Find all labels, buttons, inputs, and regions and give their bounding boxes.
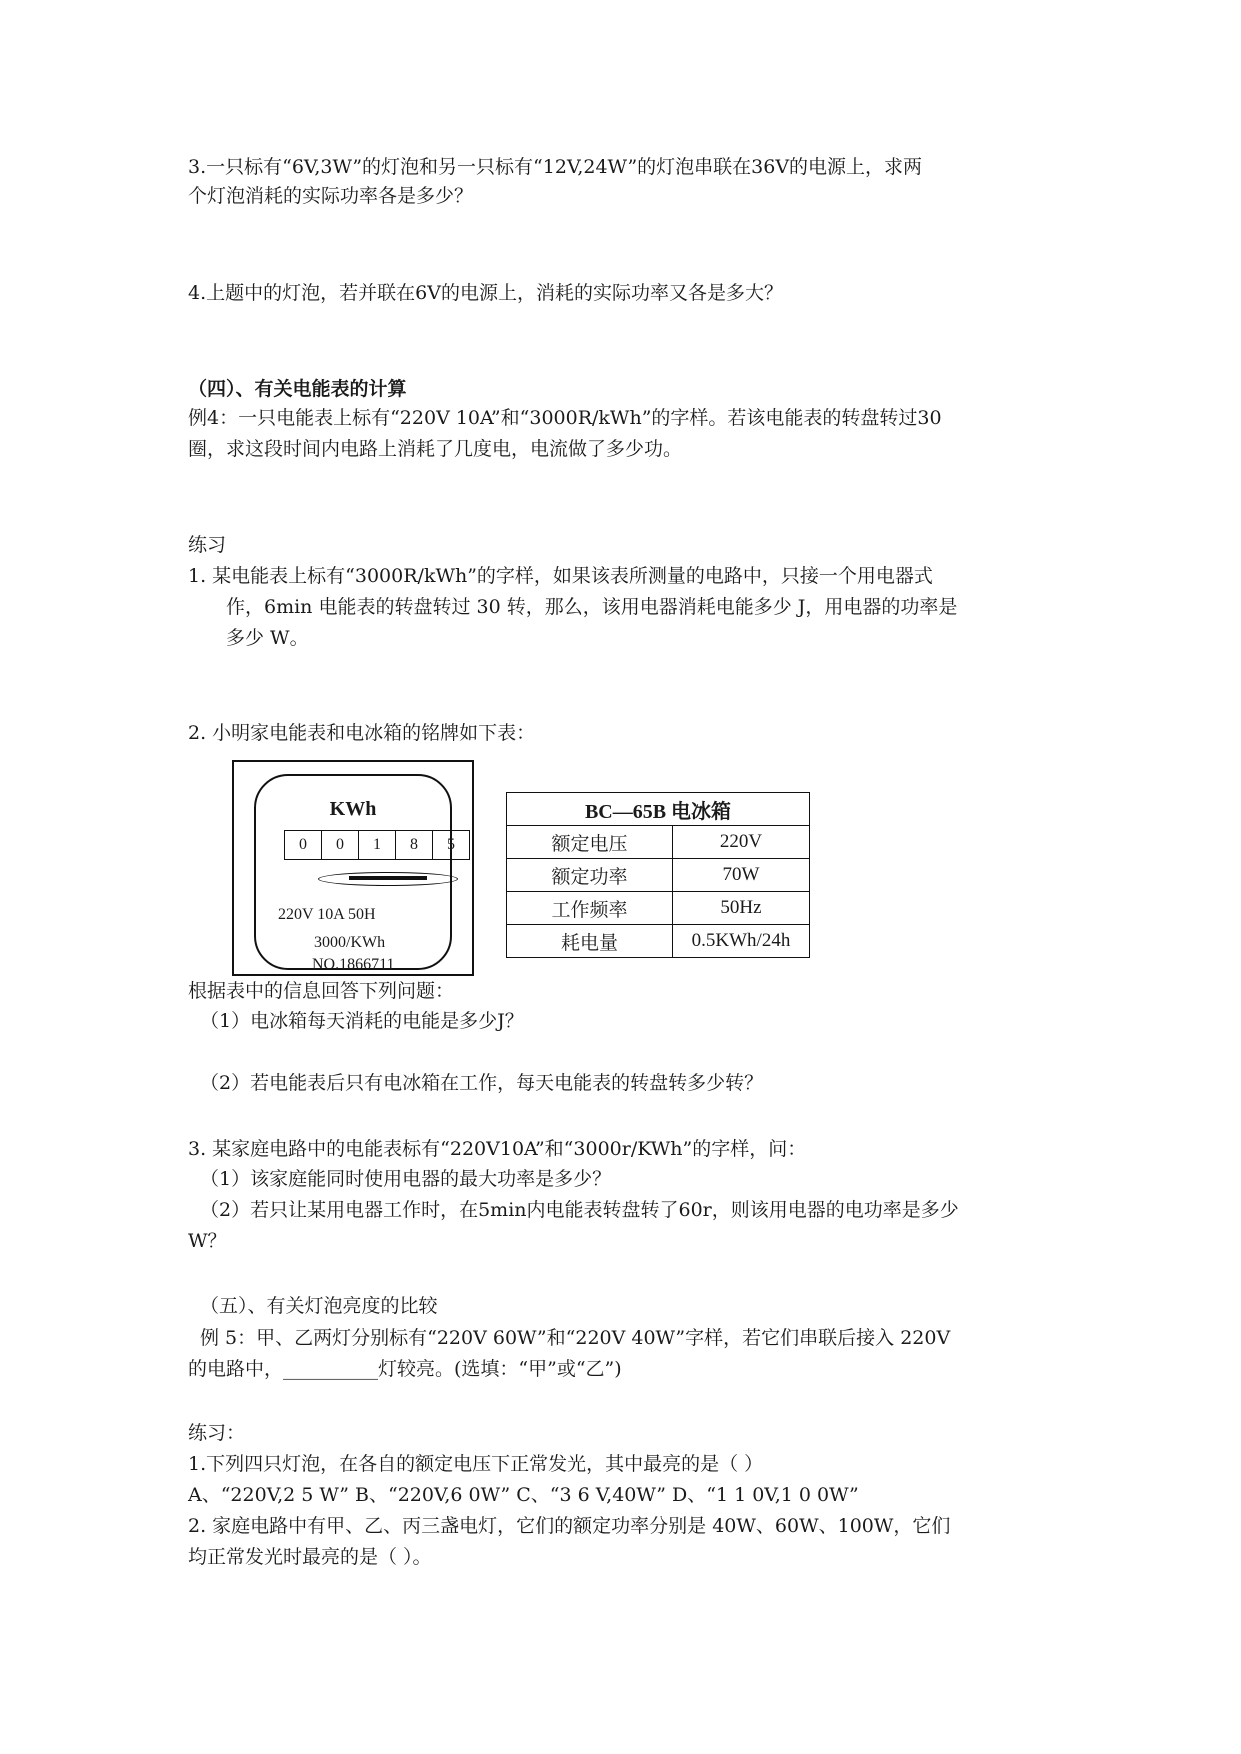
practice1-line1: 1. 某电能表上标有“3000R/kWh”的字样，如果该表所测量的电路中，只接一个用电器式 [188,565,933,587]
practice5-label: 练习： [188,1422,246,1444]
table-cell: 50Hz [673,892,810,925]
table-cell: 0.5KWh/24h [673,925,810,958]
electricity-meter [232,760,474,976]
table-cell: 额定功率 [507,859,673,892]
meter-digit: 1 [359,831,396,859]
meter-digit: 0 [285,831,322,859]
practice3-line2: （1）该家庭能同时使用电器的最大功率是多少？ [200,1168,612,1190]
table-question-2: （2）若电能表后只有电冰箱在工作，每天电能表的转盘转多少转？ [200,1072,764,1094]
q4-text: 4.上题中的灯泡，若并联在6V的电源上，消耗的实际功率又各是多大？ [188,282,783,304]
table-row [507,892,810,925]
practice3-line3: （2）若只让某用电器工作时，在5min内电能表转盘转了60r，则该用电器的电功率是多少 [200,1199,959,1221]
example5-line2: 的电路中，__________灯较亮。(选填：“甲”或“乙”) [188,1358,622,1380]
table-cell: 220V [673,826,810,859]
meter-unit: KWh [329,798,377,820]
meter-face [254,774,455,973]
practice1-line3: 多少 W。 [226,627,309,649]
meter-constant: 3000/KWh [314,934,386,951]
table-cell: 耗电量 [507,925,673,958]
table-question-1: （1）电冰箱每天消耗的电能是多少J？ [200,1010,524,1032]
section4-heading: （四）、有关电能表的计算 [188,378,407,400]
fridge-table-title: BC—65B 电冰箱 [507,793,810,826]
section5-heading: （五）、有关灯泡亮度的比较 [200,1295,438,1317]
table-row [507,925,810,958]
meter-digit: 0 [322,831,359,859]
example4-line1: 例4：一只电能表上标有“220V 10A”和“3000R/kWh”的字样。若该电能表的转盘转过30 [188,407,942,429]
practice-label: 练习 [188,534,227,556]
meter-digit: 8 [396,831,433,859]
example5-line1: 例 5：甲、乙两灯分别标有“220V 60W”和“220V 40W”字样，若它们串联后接入 220V [200,1327,951,1349]
meter-digits [284,830,470,860]
meter-rating: 220V 10A 50H [278,906,376,923]
q3-line1: 3.一只标有“6V,3W”的灯泡和另一只标有“12V,24W”的灯泡串联在36V的电源上，求两 [188,156,923,178]
table-cell: 70W [673,859,810,892]
example4-line2: 圈，求这段时间内电路上消耗了几度电，电流做了多少功。 [188,438,683,460]
practice5-q2-line2: 均正常发光时最亮的是（ ）。 [188,1546,432,1568]
practice5-q2-line1: 2. 家庭电路中有甲、乙、丙三盏电灯，它们的额定功率分别是 40W、60W、100W，它们 [188,1515,951,1537]
table-cell: 工作频率 [507,892,673,925]
meter-digit: 5 [447,836,455,853]
table-row [507,859,810,892]
practice3-line4: W？ [188,1230,227,1252]
table-questions-intro: 根据表中的信息回答下列问题： [188,980,455,1002]
table-row [507,826,810,859]
meter-serial: NO.1866711 [312,956,395,973]
practice2-line1: 2. 小明家电能表和电冰箱的铭牌如下表： [188,722,536,744]
practice1-line2: 作，6min 电能表的转盘转过 30 转，那么，该用电器消耗电能多少 J，用电器的功率是 [226,596,958,618]
q3-line2: 个灯泡消耗的实际功率各是多少？ [188,185,474,207]
practice5-q1-options: A、“220V,2 5 W” B、“220V,6 0W” C、“3 6 V,40W” D、“1 1 0V,1 0 0W” [188,1484,859,1506]
practice3-line1: 3. 某家庭电路中的电能表标有“220V10A”和“3000r/KWh”的字样，问： [188,1138,807,1160]
fridge-nameplate-table [506,792,810,958]
table-cell: 额定电压 [507,826,673,859]
practice5-q1: 1.下列四只灯泡，在各自的额定电压下正常发光，其中最亮的是（ ） [188,1453,764,1475]
meter-disk-icon [318,872,458,886]
